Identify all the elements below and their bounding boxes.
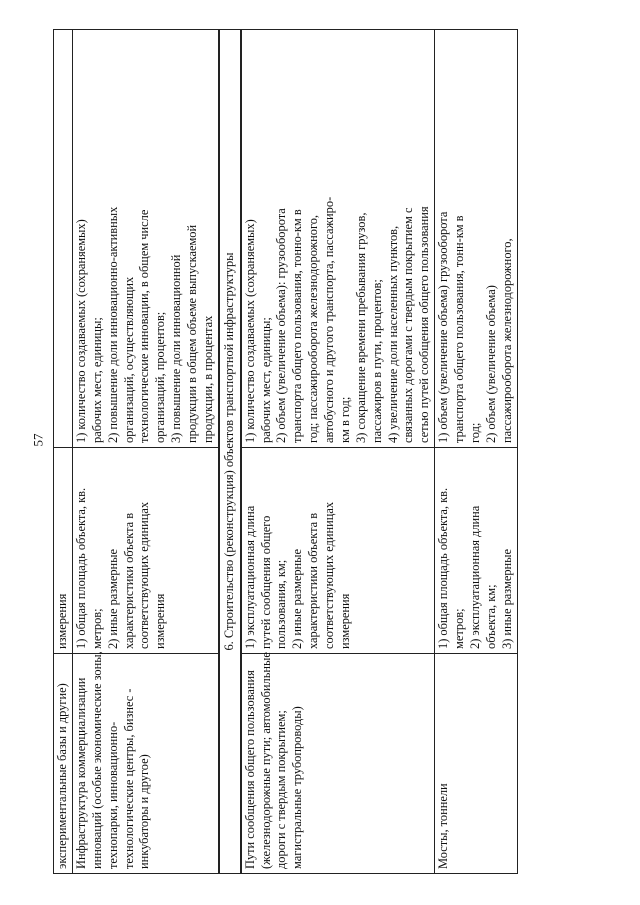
cell-line: 1) общая площадь объекта, кв.: [73, 487, 88, 649]
cell-line: рабочих мест, единицы;: [89, 317, 104, 443]
cell-line: объекта, км;: [483, 584, 498, 649]
object-type-cell: [241, 654, 435, 874]
cell-line: автобусного и другого транспорта, пассажиро-: [322, 196, 336, 443]
cell-line: транспорта общего пользования, тонно-км в: [290, 209, 305, 443]
object-type-cell: [435, 654, 517, 874]
cell-line: год; пассажирооборота железнодорожного,: [306, 214, 321, 443]
cell-line: характеристики объекта в: [306, 512, 321, 649]
cell-line: Мосты, тоннели: [436, 783, 451, 869]
cell-line: 2) иные размерные: [290, 548, 305, 649]
cell-line: метров;: [452, 608, 466, 649]
section-row: [219, 30, 241, 874]
object-type-cell: [54, 654, 73, 874]
cell-line: 1) количество создаваемых (сохраняемых): [73, 219, 88, 443]
cell-line: 2) иные размерные: [105, 548, 120, 649]
table-body: [54, 30, 518, 874]
cell-line: (железнодорожные пути; автомобильные: [258, 652, 273, 869]
cell-line: измерения: [337, 593, 352, 649]
cell-line: транспорта общего пользования, тонн-км в: [452, 215, 466, 443]
cell-line: дороги с твердым покрытием;: [274, 710, 289, 869]
cell-line: сетью путей сообщения общего пользования: [417, 206, 432, 443]
cell-line: продукции в общем объеме выпускаемой: [185, 224, 199, 443]
cell-line: 2) объем (увеличение объема): грузооборота: [274, 208, 289, 443]
cell-line: 1) общая площадь объекта, кв.: [436, 487, 451, 649]
cell-line: км в год;: [337, 396, 352, 443]
cell-line: путей сообщения общего: [258, 515, 273, 649]
cell-line: год;: [467, 422, 482, 443]
table-row: [72, 30, 218, 874]
cell-line: 1) объем (увеличение объема) грузооборота: [436, 211, 451, 443]
cell-line: метров;: [89, 608, 104, 649]
page-number-text: 57: [30, 433, 45, 447]
cell-line: соответствующих единицах: [137, 501, 152, 649]
capacity-cell: [72, 448, 218, 654]
cell-line: Инфраструктура коммерциализации: [73, 677, 88, 869]
cell-line: технологические центры, бизнес -: [121, 688, 136, 869]
cell-line: 4) увеличение доли населенных пунктов,: [385, 225, 400, 443]
cell-line: измерения: [153, 593, 168, 649]
cell-line: Пути сообщения общего пользования: [242, 670, 257, 869]
cell-line: пассажирооборота железнодорожного,: [499, 238, 514, 443]
cell-line: 3) повышение доли инновационной: [169, 254, 184, 443]
cell-line: технопарки, инновационно-: [105, 721, 120, 869]
cell-line: соответствующих единицах: [322, 501, 336, 649]
page-number: [26, 420, 50, 460]
cell-line: 2) объем (увеличение объема): [483, 285, 498, 443]
cell-line: рабочих мест, единицы;: [258, 317, 273, 443]
cell-line: экспериментальные базы и другие): [55, 683, 69, 869]
cell-line: пассажиров в пути, процентов;: [369, 279, 384, 443]
cell-line: организаций, процентов;: [153, 311, 168, 443]
table-row: [54, 30, 73, 874]
cell-line: продукции, в процентах: [200, 315, 215, 443]
cell-line: измерения: [55, 593, 69, 649]
capacity-cell: [54, 448, 73, 654]
capacity-cell: [435, 448, 517, 654]
indicator-table: [53, 29, 518, 874]
cell-line: 1) количество создаваемых (сохраняемых): [242, 219, 257, 443]
table-row: [435, 30, 517, 874]
cell-line: 3) сокращение времени пребывания грузов,: [353, 212, 368, 443]
cell-line: 1) эксплуатационная длина: [242, 505, 257, 649]
cell-line: организаций, осуществляющих: [121, 276, 136, 443]
cell-line: пользования, км;: [274, 559, 289, 649]
cell-line: 2) повышение доли инновационно-активных: [105, 206, 120, 443]
capacity-cell: [241, 448, 435, 654]
rotated-table-area: [53, 30, 631, 874]
cell-line: 3) иные размерные: [499, 548, 514, 649]
effect-cell: [435, 30, 517, 448]
cell-line: характеристики объекта в: [121, 512, 136, 649]
effect-cell: [241, 30, 435, 448]
table-row: [241, 30, 435, 874]
cell-line: связанных дорогами с твердым покрытием с: [401, 207, 416, 443]
cell-line: инноваций (особые экономические зоны,: [89, 651, 104, 869]
cell-line: инкубаторы и другое): [137, 754, 152, 869]
object-type-cell: [72, 651, 218, 874]
cell-line: технологические инновации, в общем числе: [137, 209, 152, 443]
cell-line: 2) эксплуатационная длина: [467, 505, 482, 649]
section-title: 6. Строительство (реконструкция) объектов транспортной инфраструктуры: [219, 30, 241, 874]
cell-line: магистральные трубопроводы): [290, 706, 305, 869]
effect-cell: [54, 30, 73, 448]
effect-cell: [72, 30, 218, 448]
